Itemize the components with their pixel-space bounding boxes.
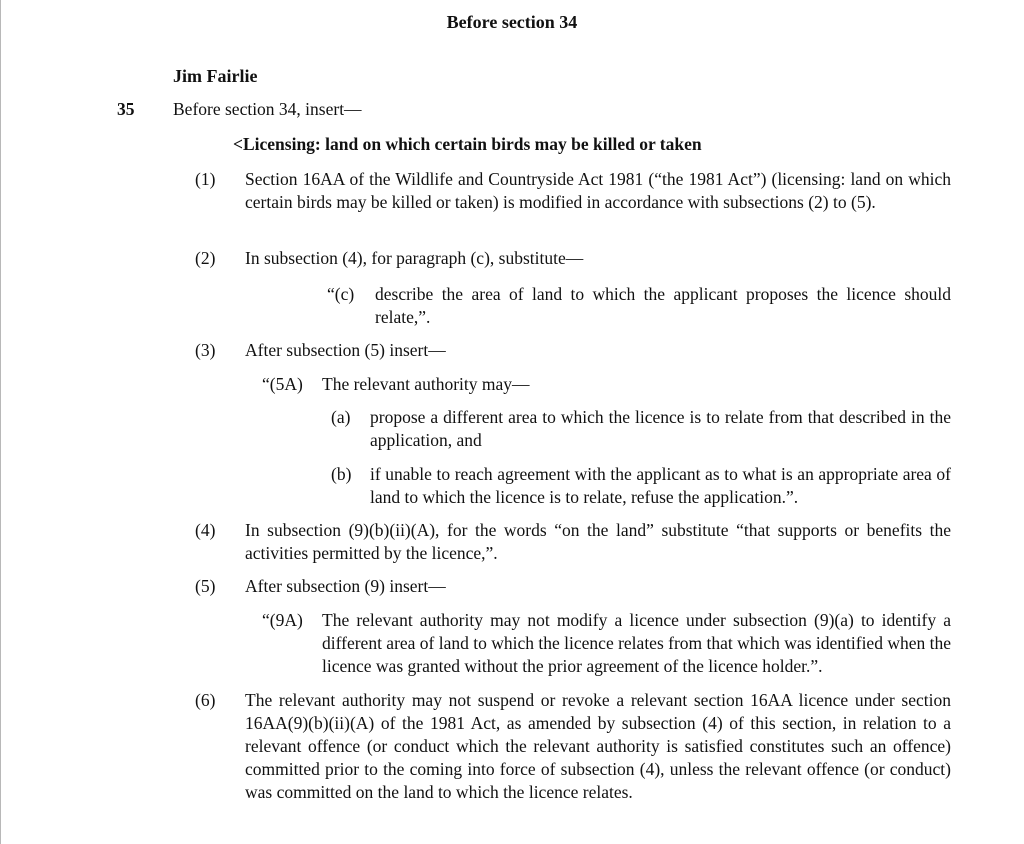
subsection-number: (3) (195, 340, 216, 360)
inserted-section-heading: <Licensing: land on which certain birds may be killed or taken (233, 134, 702, 154)
subsection-text: Section 16AA of the Wildlife and Countryside Act 1981 (“the 1981 Act”) (licensing: land on which certain birds may be killed or taken) is modified in accordance with subsections (2) to (5). (245, 169, 951, 212)
page-left-edge (0, 0, 1, 844)
page-title: Before section 34 (446, 12, 578, 32)
inserted-subsection-text: The relevant authority may not modify a licence under subsection (9)(a) to identify a different area of land to which the licence relates from that which was identified when the licence was granted without the prior agreement of the licence holder.”. (322, 610, 951, 676)
inserted-paragraph-number: (b) (331, 464, 352, 484)
amendment-lead-in: Before section 34, insert— (173, 99, 362, 119)
quoted-paragraph-number: “(c) (327, 284, 355, 304)
subsection-text: In subsection (9)(b)(ii)(A), for the words “on the land” substitute “that supports or benefits the activities permitted by the licence,”. (245, 520, 951, 563)
subsection-text: In subsection (4), for paragraph (c), substitute— (245, 248, 584, 268)
subsection-number: (4) (195, 520, 216, 540)
subsection-number: (5) (195, 576, 216, 596)
subsection-number: (2) (195, 248, 216, 268)
inserted-subsection-text: The relevant authority may— (322, 374, 530, 394)
subsection-text: After subsection (5) insert— (245, 340, 446, 360)
inserted-paragraph-text: if unable to reach agreement with the applicant as to what is an appropriate area of land to which the licence is to relate, refuse the application.”. (370, 464, 951, 507)
subsection-text: The relevant authority may not suspend or revoke a relevant section 16AA licence under section 16AA(9)(b)(ii)(A) of the 1981 Act, as amended by subsection (4) of this section, in relation to a relevant offence (or conduct which the relevant authority is satisfied constitutes such an offence) committed prior to the coming into force of subsection (4), unless the relevant offence (or conduct) was committed on the land to which the licence relates. (245, 690, 951, 802)
quoted-paragraph-text: describe the area of land to which the applicant proposes the licence should relate,”. (375, 284, 951, 327)
member-name: Jim Fairlie (173, 66, 258, 86)
subsection-number: (1) (195, 169, 216, 189)
inserted-paragraph-number: (a) (331, 407, 351, 427)
amendment-number: 35 (117, 99, 135, 119)
inserted-subsection-number: “(5A) (262, 374, 303, 394)
inserted-paragraph-text: propose a different area to which the licence is to relate from that described in the application, and (370, 407, 951, 450)
inserted-subsection-number: “(9A) (262, 610, 303, 630)
subsection-number: (6) (195, 690, 216, 710)
subsection-text: After subsection (9) insert— (245, 576, 446, 596)
